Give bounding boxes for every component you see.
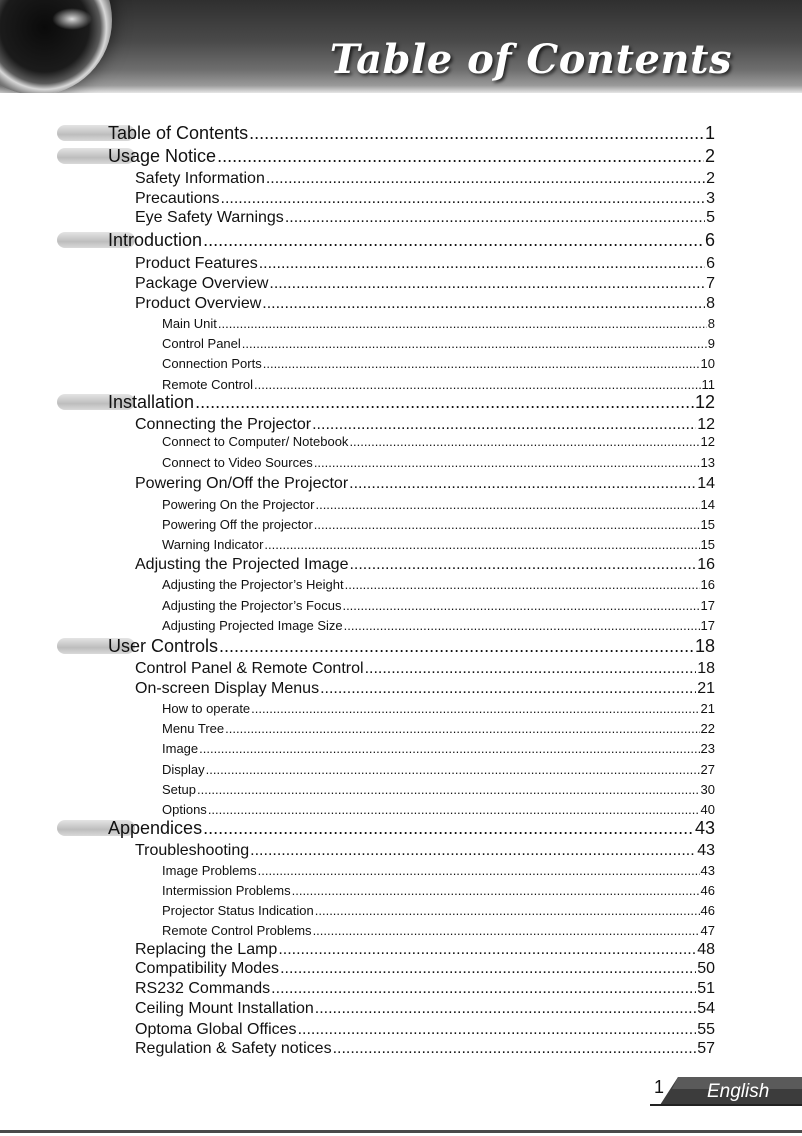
toc-entry-title: Control Panel & Remote Control <box>135 660 364 677</box>
toc-entry-title: Warning Indicator <box>162 537 264 552</box>
toc-chapter-entry[interactable] <box>108 391 715 413</box>
dot-leader <box>203 229 704 251</box>
toc-entry-page: 7 <box>706 275 715 292</box>
toc-section-entry[interactable] <box>135 679 715 699</box>
dot-leader <box>280 959 696 979</box>
toc-entry-page: 2 <box>706 170 715 187</box>
dot-leader <box>349 555 696 575</box>
toc-section-entry[interactable] <box>135 274 715 294</box>
toc-entry-page: 47 <box>700 923 715 938</box>
toc-entry-title: Connecting the Projector <box>135 416 312 433</box>
toc-subsection-entry[interactable] <box>162 454 715 471</box>
dot-leader <box>312 415 696 435</box>
dot-leader <box>218 315 707 332</box>
toc-entry-title: Image <box>162 741 199 756</box>
toc-subsection-entry[interactable] <box>162 335 715 352</box>
toc-entry-title: Control Panel <box>162 336 241 351</box>
toc-subsection-entry[interactable] <box>162 433 715 450</box>
dot-leader <box>217 145 704 167</box>
toc-entry-title: Safety Information <box>135 170 265 187</box>
toc-entry-title: Installation <box>108 392 195 412</box>
dot-leader <box>271 979 696 999</box>
toc-entry-title: Adjusting the Projected Image <box>135 556 349 573</box>
toc-chapter-entry[interactable] <box>108 229 715 251</box>
dot-leader <box>298 1020 697 1040</box>
dot-leader <box>285 208 705 228</box>
toc-entry-title: Regulation & Safety notices <box>135 1040 332 1057</box>
toc-entry-page: 17 <box>700 598 715 613</box>
dot-leader <box>251 700 699 717</box>
toc-entry-title: On-screen Display Menus <box>135 680 320 697</box>
toc-entry-page: 12 <box>697 416 715 433</box>
toc-entry-page: 1 <box>704 123 715 143</box>
dot-leader <box>219 635 694 657</box>
toc-entry-title: Setup <box>162 782 196 797</box>
toc-entry-page: 18 <box>694 636 715 656</box>
toc-subsection-entry[interactable] <box>162 720 715 737</box>
toc-entry-title: Image Problems <box>162 863 257 878</box>
toc-subsection-entry[interactable] <box>162 617 715 634</box>
toc-entry-page: 8 <box>706 295 715 312</box>
dot-leader <box>221 189 706 209</box>
toc-subsection-entry[interactable] <box>162 315 715 332</box>
toc-entry-page: 14 <box>700 497 715 512</box>
toc-entry-page: 13 <box>700 455 715 470</box>
toc-subsection-entry[interactable] <box>162 740 715 757</box>
toc-entry-title: Options <box>162 802 207 817</box>
toc-subsection-entry[interactable] <box>162 355 715 372</box>
toc-entry-page: 27 <box>700 762 715 777</box>
bottom-rule <box>0 1130 802 1133</box>
toc-entry-page: 8 <box>707 316 715 331</box>
toc-section-entry[interactable] <box>135 294 715 314</box>
toc-entry-page: 2 <box>704 146 715 166</box>
toc-section-entry[interactable] <box>135 555 715 575</box>
toc-entry-page: 6 <box>706 255 715 272</box>
toc-section-entry[interactable] <box>135 415 715 435</box>
dot-leader <box>208 801 700 818</box>
toc-entry-title: How to operate <box>162 701 251 716</box>
dot-leader <box>206 761 700 778</box>
toc-entry-title: Product Overview <box>135 295 262 312</box>
toc-section-entry[interactable] <box>135 1020 715 1040</box>
toc-entry-page: 16 <box>697 556 715 573</box>
dot-leader <box>315 902 700 919</box>
toc-section-entry[interactable] <box>135 474 715 494</box>
toc-entry-title: Remote Control Problems <box>162 923 312 938</box>
dot-leader <box>315 999 696 1019</box>
toc-subsection-entry[interactable] <box>162 862 715 879</box>
toc-entry-title: Troubleshooting <box>135 842 250 859</box>
toc-entry-page: 22 <box>700 721 715 736</box>
toc-entry-title: Table of Contents <box>108 123 249 143</box>
toc-section-entry[interactable] <box>135 659 715 679</box>
toc-entry-title: Connection Ports <box>162 356 262 371</box>
toc-entry-page: 9 <box>707 336 715 351</box>
toc-entry-page: 46 <box>700 903 715 918</box>
toc-subsection-entry[interactable] <box>162 576 715 593</box>
toc-entry-title: Introduction <box>108 230 203 250</box>
toc-entry-page: 54 <box>697 1000 715 1017</box>
toc-subsection-entry[interactable] <box>162 496 715 513</box>
dot-leader <box>314 516 700 533</box>
toc-chapter-entry[interactable] <box>108 122 715 144</box>
dot-leader <box>225 720 699 737</box>
dot-leader <box>313 922 700 939</box>
toc-entry-page: 10 <box>700 356 715 371</box>
toc-entry-title: Adjusting the Projector’s Height <box>162 577 344 592</box>
toc-section-entry[interactable] <box>135 959 715 979</box>
toc-entry-page: 14 <box>697 475 715 492</box>
dot-leader <box>349 474 696 494</box>
toc-entry-title: Ceiling Mount Installation <box>135 1000 314 1017</box>
dot-leader <box>249 122 704 144</box>
toc-subsection-entry[interactable] <box>162 597 715 614</box>
toc-entry-title: Adjusting Projected Image Size <box>162 618 343 633</box>
dot-leader <box>342 597 699 614</box>
toc-subsection-entry[interactable] <box>162 536 715 553</box>
toc-entry-title: Appendices <box>108 818 203 838</box>
dot-leader <box>292 882 700 899</box>
toc-entry-page: 5 <box>706 209 715 226</box>
toc-chapter-entry[interactable] <box>108 145 715 167</box>
toc-section-entry[interactable] <box>135 208 715 228</box>
toc-entry-page: 12 <box>700 434 715 449</box>
toc-subsection-entry[interactable] <box>162 922 715 939</box>
toc-entry-title: Replacing the Lamp <box>135 941 278 958</box>
page-number: 1 <box>654 1077 665 1097</box>
toc-section-entry[interactable] <box>135 940 715 960</box>
dot-leader <box>278 940 696 960</box>
toc-entry-page: 40 <box>700 802 715 817</box>
dot-leader <box>315 496 699 513</box>
dot-leader <box>344 617 700 634</box>
toc-entry-title: Product Features <box>135 255 258 272</box>
toc-subsection-entry[interactable] <box>162 781 715 798</box>
dot-leader <box>314 454 700 471</box>
toc-entry-title: Main Unit <box>162 316 217 331</box>
toc-entry-page: 43 <box>697 842 715 859</box>
toc-section-entry[interactable] <box>135 999 715 1019</box>
toc-entry-title: Powering Off the projector <box>162 517 313 532</box>
toc-entry-page: 55 <box>697 1021 715 1038</box>
toc-entry-page: 3 <box>706 190 715 207</box>
dot-leader <box>242 335 707 352</box>
toc-entry-title: Display <box>162 762 205 777</box>
dot-leader <box>195 391 694 413</box>
toc-entry-title: Remote Control <box>162 377 254 392</box>
toc-entry-title: Intermission Problems <box>162 883 291 898</box>
toc-section-entry[interactable] <box>135 1039 715 1059</box>
dot-leader <box>259 254 705 274</box>
toc-entry-title: User Controls <box>108 636 219 656</box>
dot-leader <box>345 576 700 593</box>
toc-section-entry[interactable] <box>135 254 715 274</box>
toc-entry-title: Powering On the Projector <box>162 497 315 512</box>
toc-entry-title: Usage Notice <box>108 146 217 166</box>
toc-entry-page: 43 <box>694 818 715 838</box>
dot-leader <box>263 355 700 372</box>
toc-entry-page: 6 <box>704 230 715 250</box>
toc-entry-title: Projector Status Indication <box>162 903 314 918</box>
toc-entry-title: Compatibility Modes <box>135 960 280 977</box>
toc-entry-title: RS232 Commands <box>135 980 271 997</box>
dot-leader <box>250 841 696 861</box>
toc-entry-page: 18 <box>697 660 715 677</box>
dot-leader <box>269 274 705 294</box>
toc-entry-page: 15 <box>700 517 715 532</box>
toc-entry-page: 21 <box>700 701 715 716</box>
toc-entry-page: 21 <box>697 680 715 697</box>
toc-entry-page: 12 <box>694 392 715 412</box>
toc-subsection-entry[interactable] <box>162 801 715 818</box>
toc-subsection-entry[interactable] <box>162 761 715 778</box>
page-title: Table of Contents <box>329 36 732 83</box>
toc-entry-page: 15 <box>700 537 715 552</box>
language-label: English <box>707 1081 770 1102</box>
toc-chapter-entry[interactable] <box>108 635 715 657</box>
toc-section-entry[interactable] <box>135 169 715 189</box>
toc-entry-page: 23 <box>700 741 715 756</box>
dot-leader <box>365 659 697 679</box>
dot-leader <box>333 1039 697 1059</box>
toc-entry-title: Connect to Computer/ Notebook <box>162 434 349 449</box>
toc-entry-page: 30 <box>700 782 715 797</box>
toc-entry-page: 46 <box>700 883 715 898</box>
toc-entry-title: Adjusting the Projector’s Focus <box>162 598 342 613</box>
toc-entry-page: 57 <box>697 1040 715 1057</box>
dot-leader <box>197 781 700 798</box>
toc-section-entry[interactable] <box>135 841 715 861</box>
page-header <box>0 0 802 93</box>
toc-section-entry[interactable] <box>135 189 715 209</box>
toc-subsection-entry[interactable] <box>162 882 715 899</box>
toc-entry-title: Package Overview <box>135 275 269 292</box>
toc-entry-page: 17 <box>700 618 715 633</box>
dot-leader <box>266 169 705 189</box>
dot-leader <box>203 817 694 839</box>
toc-entry-title: Precautions <box>135 190 220 207</box>
toc-entry-title: Eye Safety Warnings <box>135 209 284 226</box>
toc-chapter-entry[interactable] <box>108 817 715 839</box>
toc-subsection-entry[interactable] <box>162 700 715 717</box>
toc-entry-page: 43 <box>700 863 715 878</box>
toc-entry-page: 48 <box>697 941 715 958</box>
toc-entry-page: 50 <box>697 960 715 977</box>
toc-entry-title: Optoma Global Offices <box>135 1021 297 1038</box>
toc-subsection-entry[interactable] <box>162 902 715 919</box>
toc-entry-page: 11 <box>701 377 715 392</box>
toc-entry-title: Menu Tree <box>162 721 225 736</box>
dot-leader <box>264 536 699 553</box>
toc-entry-title: Connect to Video Sources <box>162 455 313 470</box>
dot-leader <box>262 294 705 314</box>
dot-leader <box>320 679 696 699</box>
toc-section-entry[interactable] <box>135 979 715 999</box>
toc-entry-page: 16 <box>700 577 715 592</box>
toc-subsection-entry[interactable] <box>162 516 715 533</box>
dot-leader <box>199 740 699 757</box>
dot-leader <box>258 862 700 879</box>
toc-entry-title: Powering On/Off the Projector <box>135 475 349 492</box>
lens-highlight <box>52 8 92 30</box>
toc-entry-page: 51 <box>697 980 715 997</box>
dot-leader <box>349 433 699 450</box>
